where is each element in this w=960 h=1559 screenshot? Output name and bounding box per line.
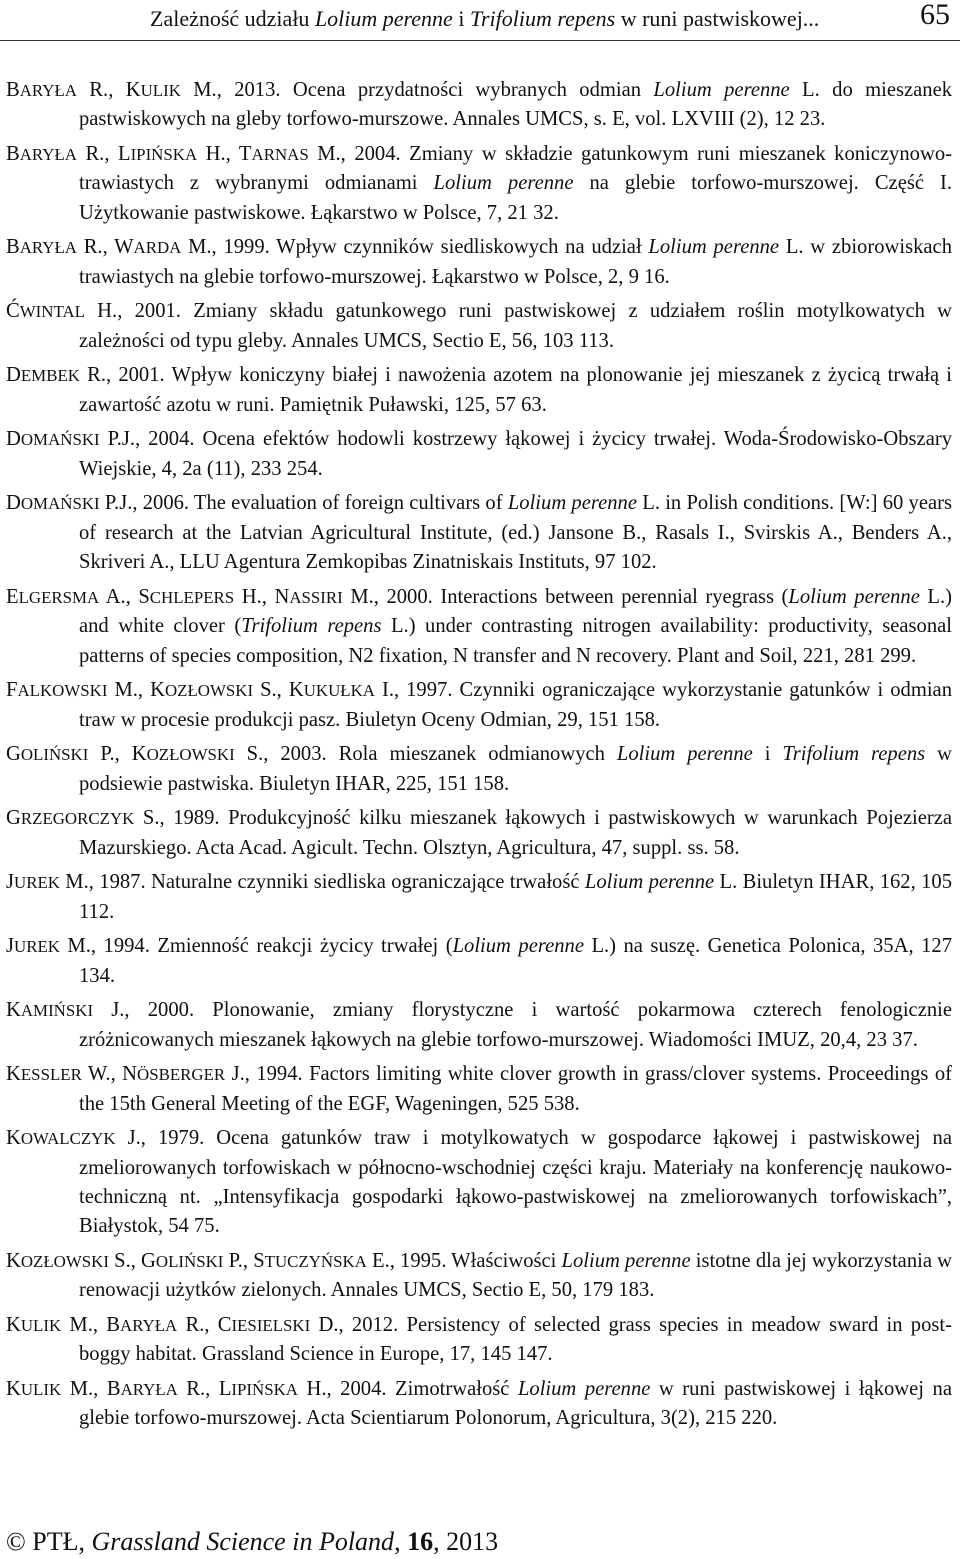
reference-entry [6,297,952,356]
text-run: ESSLER [20,1065,82,1085]
text-run: ÖSBERGER [137,1065,226,1085]
text-run: ARYŁA [120,1380,178,1400]
running-header [0,0,950,40]
text-run: H., T [197,143,252,165]
text-run: K [6,999,21,1022]
text-run: L.) under contrasting nitrogen availability: productivity, seasonal patterns of species composition, N2 fixation, N transfer and N recovery. Plant and Soil, 221, 281 299. [79,615,952,667]
text-run: ARNAS [251,145,309,164]
text-run: M., B [61,1314,121,1337]
text-run: Lolium perenne [616,743,753,766]
text-run: R., K [76,79,141,101]
text-run: Lolium perenne [452,935,584,958]
text-run: Lolium perenne [561,1250,691,1273]
text-run: S., 2003. Rola mieszanek odmianowych [234,743,617,766]
text-run: Trifolium repens [469,6,616,31]
text-run: OMAŃSKI [20,430,100,450]
reference-entry [6,1375,952,1434]
text-run: w runi pastwiskowej... [615,6,820,31]
reference-entry [6,361,952,420]
text-run: M., B [61,1378,121,1401]
text-run: L. in Polish conditions. [W:] 60 years of research at the Latvian Agricultural Institute, (ed.) Jansone B., Rasals I., Svirskis A., Benders A., Skriveri A., LLU Agentura Zemkopibas Zinatniskais Instituts, 97 102. [79,492,952,574]
text-run: OWALCZYK [20,1129,116,1149]
text-run: S., K [253,679,304,702]
text-run: R., L [177,1378,232,1401]
text-run: ULIK [20,1316,62,1336]
text-run: D., 2012. Persistency of selected grass species in meadow sward in post-boggy habitat. Grassland Science in Europe, 17, 145 147. [79,1314,952,1366]
text-run: LGERSMA [18,587,100,607]
text-run: Lolium perenne [648,236,780,259]
text-run: G [6,743,21,766]
reference-entry [6,1311,952,1370]
reference-entry [6,1247,952,1306]
text-run: M., K [107,679,165,702]
text-run: RZEGORCZYK [20,809,135,829]
reference-entry [6,932,952,991]
text-run: w podsiewie pastwiska. Biuletyn IHAR, 225, 151 158. [79,743,952,795]
text-run: R., C [177,1314,232,1337]
text-run: P.J., 2006. The evaluation of foreign cultivars of [99,492,508,515]
text-run: L. Biuletyn IHAR, 162, 105 112. [79,871,952,923]
text-run: A., S [99,585,150,608]
text-run: ULIK [140,81,181,100]
reference-entry [6,425,952,484]
text-run: , [394,1527,408,1556]
text-run: M., 1987. Naturalne czynniki siedliska ograniczające trwałość [59,871,585,894]
text-run: AMIŃSKI [20,1001,94,1021]
text-run: G [6,807,21,830]
text-run: P.J., 2004. Ocena efektów hodowli kostrzewy łąkowej i życicy trwałej. Woda-Środowisko-Obszary Wiejskie, 4, 2a (11), 233 254. [79,428,952,480]
text-run: Lolium perenne [517,1378,651,1401]
text-run: K [6,1127,21,1150]
text-run: P., K [88,743,147,766]
text-run: istotne dla jej wykorzystania w renowacji użytków zielonych. Annales UMCS, Sectio E, 50, 179 183. [79,1250,953,1302]
text-run: W., N [81,1063,138,1086]
text-run: TUCZYŃSKA [264,1252,367,1272]
text-run: Lolium perenne [584,871,715,894]
text-run: ASSIRI [289,587,343,607]
reference-entry [6,740,952,799]
text-run: Trifolium repens [241,615,382,638]
text-run: ARYŁA [120,1316,178,1336]
text-run: M., 2004. Zmiany w składzie gatunkowym runi mieszanek koniczynowo-trawiastych z wybranymi odmianami [79,143,952,195]
text-run: ARYŁA [19,238,77,258]
page-number: 65 [920,0,950,31]
reference-entry [6,676,952,735]
text-run: OLIŃSKI [20,745,89,765]
text-run: 16 [407,1527,434,1556]
text-run: F [6,679,18,702]
text-run: UREK [14,873,60,893]
text-run: i [752,743,783,766]
text-run: Grassland Science in Poland [91,1527,395,1556]
text-run: L. do mieszanek pastwiskowych na gleby torfowo-murszowe. Annales UMCS, s. E, vol. LXVIII (2), 12 23. [79,79,953,131]
text-run: J [6,871,15,894]
text-run: w runi pastwiskowej i łąkowej na glebie torfowo-murszowej. Acta Scientiarum Polonorum, Agricultura, 3(2), 215 220. [79,1378,952,1430]
text-run: ULIK [20,1380,62,1400]
text-run: J., 1979. Ocena gatunków traw i motylkowatych w gospodarce łąkowej i pastwiskowej na zmeliorowanych torfowiskach w północno-wschodniej części kraju. Materiały na konferencję naukowo-techniczną nt. „Intensyfikacja gospodarki łąkowo-pastwiskowej na zmeliorowanych torfowiskach”, Białystok, 54 75. [79,1127,952,1238]
text-run: EMBEK [20,366,80,386]
text-run: ARYŁA [19,145,77,164]
text-run: , 2013 [433,1527,499,1556]
text-run: M., 1994. Zmienność reakcji życicy trwałej ( [59,935,453,958]
text-run: K [6,1063,21,1086]
text-run: Lolium perenne [433,172,574,195]
text-run: M., 1999. Wpływ czynników siedliskowych na udział [181,236,649,259]
text-run: CHLEPERS [149,587,235,607]
text-run: D [6,364,21,387]
reference-entry [6,76,952,135]
text-run: OLIŃSKI [155,1252,224,1272]
header-rule [0,40,960,41]
text-run: E., 1995. Właściwości [366,1250,562,1273]
reference-entry [6,1060,952,1119]
text-run: OZŁOWSKI [20,1252,109,1272]
reference-entry [6,233,952,292]
text-run: na glebie torfowo-murszowej. Część I. Użytkowanie pastwiskowe. Łąkarstwo w Polsce, 7, 21 32. [79,172,953,224]
text-run: M., 2013. Ocena przydatności wybranych odmian [180,79,654,101]
text-run: B [6,143,20,165]
text-run: H., 2001. Zmiany składu gatunkowego runi pastwiskowej z udziałem roślin motylkowatych w zależności od typu gleby. Annales UMCS, Sectio E, 56, 103 113. [79,300,952,352]
text-run: K [6,1314,21,1337]
text-run: H., 2004. Zimotrwałość [297,1378,518,1401]
text-run: K [6,1250,21,1273]
text-run: D [6,492,21,515]
reference-entry [6,996,952,1055]
text-run: IESIELSKI [231,1316,311,1336]
text-run: © PTŁ, [6,1527,92,1556]
text-run: P., S [223,1250,265,1273]
text-run: ALKOWSKI [17,681,108,701]
text-run: ARDA [133,238,182,258]
text-run: L.) na suszę. Genetica Polonica, 35A, 127 134. [79,935,953,987]
text-run: I., 1997. Czynniki ograniczające wykorzystanie gatunków i odmian traw w procesie produkcji pasz. Biuletyn Oceny Odmian, 29, 151 158. [79,679,952,731]
text-run: OZŁOWSKI [146,745,235,765]
text-run: IPIŃSKA [231,1380,298,1400]
text-run: J [6,935,15,958]
text-run: B [6,236,20,259]
text-run: Lolium perenne [788,585,920,608]
reference-entry [6,804,952,863]
text-run: i [452,6,470,31]
text-run: K [6,1378,21,1401]
text-run: D [6,428,21,451]
text-run: R., 2001. Wpływ koniczyny białej i nawożenia azotem na plonowanie jej mieszanek z życicą trwałą i zawartość azotu w runi. Pamiętnik Puławski, 125, 57 63. [79,364,952,416]
text-run: UKUŁKA [303,681,375,701]
text-run: S., G [108,1250,156,1273]
reference-entry [6,1124,952,1242]
text-run: E [6,585,19,608]
text-run: J., 2000. Plonowanie, zmiany florystyczne i wartość pokarmowa czterech fenologicznie zróżnicowanych mieszanek łąkowych na glebie torfowo-murszowej. Wiadomości IMUZ, 20,4, 23 37. [79,999,952,1051]
reference-list [6,76,952,1439]
text-run: L.) and white clover ( [79,585,952,638]
text-run: Lolium perenne [653,79,790,101]
reference-entry [6,489,952,577]
text-run: M., 2000. Interactions between perennial ryegrass ( [342,585,789,608]
reference-entry [6,583,952,671]
text-run: J., 1994. Factors limiting white clover growth in grass/clover systems. Proceedings of the 15th General Meeting of the EGF, Wageningen, 525 538. [79,1063,952,1115]
text-run: IPIŃSKA [130,145,198,164]
reference-entry [6,868,952,927]
text-run: OMAŃSKI [20,494,100,514]
text-run: Lolium perenne [507,492,637,515]
text-run: Lolium perenne [314,6,453,31]
text-run: WINTAL [19,302,85,322]
text-run: Trifolium repens [782,743,926,766]
running-title [150,6,819,32]
reference-entry [6,140,952,228]
text-run: B [6,79,20,101]
text-run: OZŁOWSKI [164,681,254,701]
text-run: L. w zbiorowiskach trawiastych na glebie torfowo-murszowej. Łąkarstwo w Polsce, 2, 9 16. [79,236,952,288]
text-run: R., L [76,143,131,165]
text-run: UREK [14,937,60,957]
text-run: ARYŁA [19,81,77,100]
text-run: H., N [234,585,290,608]
text-run: R., W [76,236,134,259]
footer-copyright [6,1527,498,1557]
text-run: Ć [6,300,20,323]
text-run: Zależność udziału [150,6,315,31]
text-run: S., 1989. Produkcyjność kilku mieszanek łąkowych i pastwiskowych w warunkach Pojezierza Mazurskiego. Acta Acad. Agicult. Techn. Olsztyn, Agricultura, 47, suppl. ss. 58. [79,807,952,859]
